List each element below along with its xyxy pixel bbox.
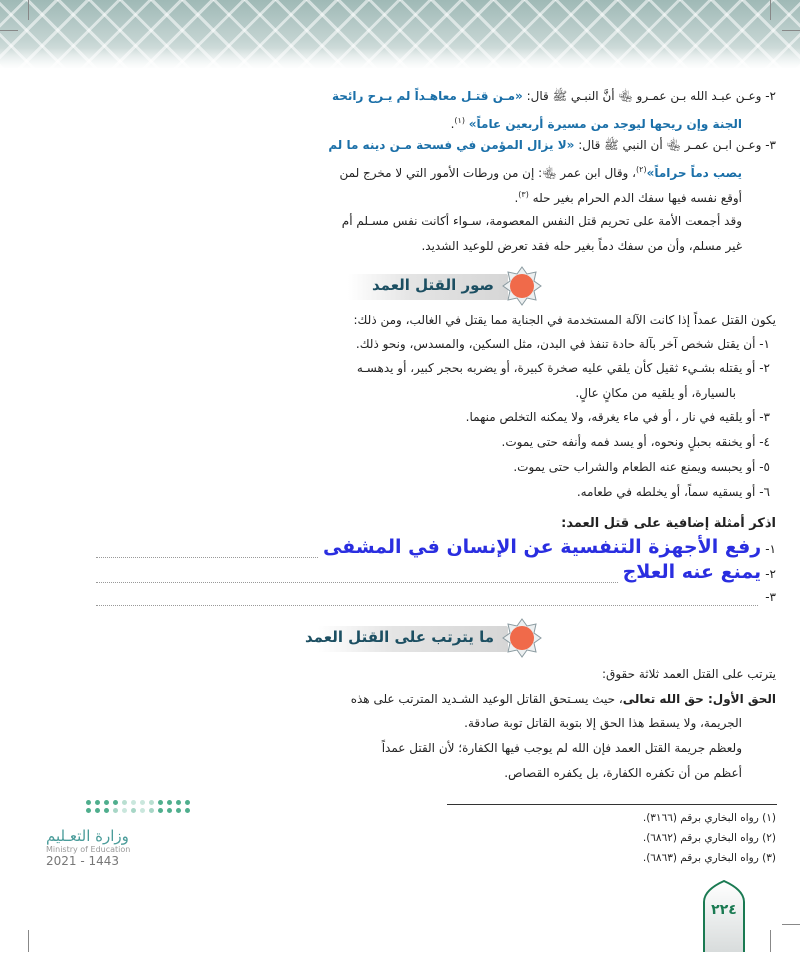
list-item: ٤- أو يخنقه بحبلٍ ونحوه، أو يسد فمه وأنفه حتى يموت. xyxy=(501,435,770,449)
page-number: ٢٢٤ xyxy=(711,902,737,918)
list-item: ٥- أو يحبسه ويمنع عنه الطعام والشراب حتى يموت. xyxy=(513,460,770,474)
list-item: ١- أن يقتل شخص آخر بآلة حادة تنفذ في البدن، مثل السكين، والمسدس، ونحو ذلك. xyxy=(355,337,770,351)
paragraph-line: أعظم من أن تكفره الكفارة، بل يكفره القصاص. xyxy=(504,766,742,780)
footnote: (٢) رواه البخاري برقم (٦٨٦٢). xyxy=(642,832,776,844)
hadith-3-line-3: أوقع نفسه فيها سفك الدم الحرام بغير حله $^{(٣)}$. xyxy=(514,190,742,205)
page-number-badge xyxy=(702,880,746,952)
crop-mark xyxy=(28,0,29,20)
hadith-3-intro: ٣- وعـن ابـن عمـر ﵄ أن النبي ﷺ قال: xyxy=(574,138,776,152)
paragraph-line: غير مسلم، وأن من سفك دماً بغير حله فقد تعرض للوعيد الشديد. xyxy=(421,239,742,253)
exercise-heading: اذكر أمثلة إضافية على قتل العمد: xyxy=(561,516,776,531)
hadith-2-intro: ٢- وعـن عبـد الله بـن عمـرو ﵄ أنَّ النبـي ﷺ قال: xyxy=(522,89,776,103)
answer-field-3[interactable] xyxy=(96,590,776,610)
footnote-ref: (١) xyxy=(454,116,465,125)
footnote: (٣) رواه البخاري برقم (٦٨٦٣). xyxy=(642,852,776,864)
logo-dots xyxy=(86,800,186,813)
crop-mark xyxy=(770,0,771,20)
footnote: (١) رواه البخاري برقم (٣١٦٦). xyxy=(642,812,776,824)
answer-number: ٣- xyxy=(765,590,776,604)
paragraph-line: وقد أجمعت الأمة على تحريم قتل النفس المعصومة، سـواء أكانت نفس مسـلم أم xyxy=(341,214,742,228)
section-title: صور القتل العمد xyxy=(371,276,494,294)
handwritten-answer: رفع الأجهزة التنفسية عن الإنسان في المشفى xyxy=(319,536,765,558)
section-header-forms xyxy=(342,268,542,304)
hadith-3-text: أوقع نفسه فيها سفك الدم الحرام بغير حله xyxy=(532,191,742,205)
paragraph-line: ولعظم جريمة القتل العمد فإن الله لم يوجب فيها الكفارة؛ لأن القتل عمداً xyxy=(381,741,742,755)
hadith-3-text: ، وقال ابن عمر ﵄: إن من ورطات الأمور التي لا مخرج لمن xyxy=(339,166,637,180)
hadith-3-quote: «لا يزال المؤمن في فسحة مـن دينه ما لم xyxy=(328,138,575,152)
section-title: ما يترتب على القتل العمد xyxy=(305,628,494,646)
octagram-star-icon xyxy=(502,618,542,658)
footnote-ref: (٢) xyxy=(636,165,647,174)
ministry-name-arabic: وزارة التعـليم xyxy=(46,827,129,845)
hadith-2-line-2: الجنة وإن ريحها ليوجد من مسيرة أربعين عاماً» $^{(١)}$. xyxy=(450,116,742,131)
section-header-consequences xyxy=(305,620,542,656)
answer-number: ١- xyxy=(765,542,776,556)
hadith-2-line-1 xyxy=(96,86,776,106)
paragraph-line xyxy=(96,689,776,709)
answer-field-1[interactable] xyxy=(96,536,776,562)
right-label: الحق الأول: حق الله تعالى xyxy=(622,692,776,706)
paragraph-line: الجريمة، ولا يسقط هذا الحق إلا بتوبة القاتل توبة صادقة. xyxy=(464,716,742,730)
hadith-3-line-1 xyxy=(96,135,776,155)
hadith-2-quote: «مـن قتـل معاهـداً لم يـرح رائحة xyxy=(331,89,523,103)
dotted-line xyxy=(96,605,758,606)
right-text: ، حيث يسـتحق القاتل الوعيد الشـديد المترتب على هذه xyxy=(350,692,623,706)
hadith-2-quote: الجنة وإن ريحها ليوجد من مسيرة أربعين عاماً» xyxy=(468,117,742,131)
octagram-star-icon xyxy=(502,266,542,306)
crop-mark xyxy=(782,30,800,31)
list-item: ٣- أو يلقيه في نار ، أو في ماء يغرقه، ولا يمكنه التخلص منهما. xyxy=(465,410,770,424)
answer-number: ٢- xyxy=(765,567,776,581)
ministry-name-english: Ministry of Education xyxy=(46,845,131,854)
crop-mark xyxy=(0,30,18,31)
list-item: ٢- أو يقتله بشـيء ثقيل كأن يلقي عليه صخرة كبيرة، أو يضربه بحجر كبير، أو يدهسـه xyxy=(356,361,770,375)
hadith-3-quote: يصب دماً حراماً» xyxy=(646,166,742,180)
edition-year: 2021 - 1443 xyxy=(46,854,120,868)
crop-mark xyxy=(782,924,800,925)
crop-mark xyxy=(28,930,29,952)
list-item-continuation: بالسيارة، أو يلقيه من مكانٍ عالٍ. xyxy=(575,386,736,400)
footnote-divider xyxy=(447,804,777,805)
handwritten-answer: يمنع عنه العلاج xyxy=(619,561,766,583)
list-item: ٦- أو يسقيه سماً، أو يخلطه في طعامه. xyxy=(576,485,770,499)
banner-fade xyxy=(0,48,800,70)
section-intro: يترتب على القتل العمد ثلاثة حقوق: xyxy=(601,667,776,681)
hadith-3-line-2 xyxy=(62,160,742,183)
ministry-logo xyxy=(46,800,186,868)
section-intro: يكون القتل عمداً إذا كانت الآلة المستخدمة في الجناية مما يقتل في الغالب، ومن ذلك: xyxy=(353,313,776,327)
footnote-ref: (٣) xyxy=(518,190,529,199)
crop-mark xyxy=(770,930,771,952)
answer-field-2[interactable] xyxy=(96,561,776,587)
